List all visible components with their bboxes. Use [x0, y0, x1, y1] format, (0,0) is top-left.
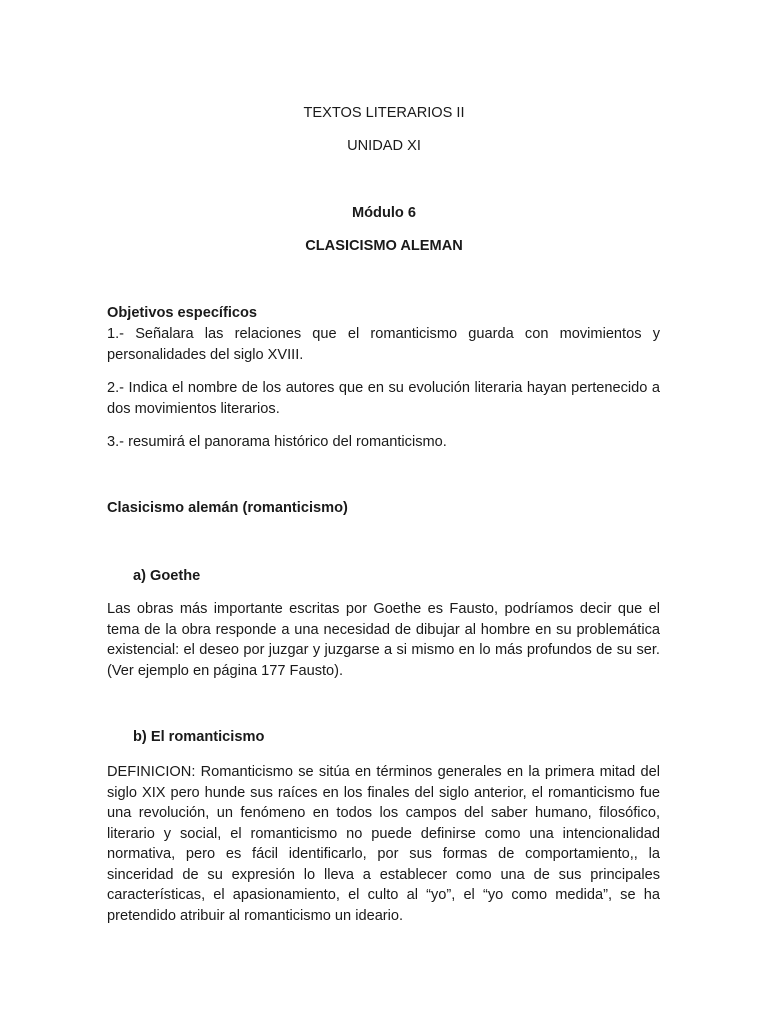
module-title: CLASICISMO ALEMAN	[305, 238, 463, 254]
objective-item-3: 3.- resumirá el panorama histórico del romanticismo.	[107, 434, 447, 450]
goethe-heading: a) Goethe	[133, 568, 201, 584]
objective-item-1: 1.- Señalara las relaciones que el romanticismo guarda con movimientos y personalidades del siglo XVIII.	[107, 326, 660, 363]
romanticismo-heading: b) El romanticismo	[133, 729, 265, 745]
section-heading: Clasicismo alemán (romanticismo)	[107, 500, 348, 516]
romanticismo-paragraph: DEFINICION: Romanticismo se sitúa en términos generales en la primera mitad del siglo XIX pero hunde sus raíces en los finales del siglo anterior, el romanticismo fue una revolución, un fenómeno en todos los campos del saber humano, filosófico, literario y social, el romanticismo no puede definirse como una intencionalidad normativa, pero es fácil identificarlo, por sus formas de comportamiento,, la sinceridad de su expresión lo lleva a establecer como una de sus principales características, el apasionamiento, el culto al “yo”, el “yo como medida”, se ha pretendido atribuir al romanticismo un ideario.	[107, 764, 660, 924]
unit-label: UNIDAD XI	[347, 138, 421, 154]
module-label: Módulo 6	[351, 205, 417, 221]
document-title: TEXTOS LITERARIOS II	[303, 105, 465, 121]
objectives-heading: Objetivos específicos	[107, 305, 258, 321]
objective-item-2: 2.- Indica el nombre de los autores que en su evolución literaria hayan pertenecido a dos movimientos literarios.	[107, 380, 660, 417]
goethe-paragraph: Las obras más importante escritas por Goethe es Fausto, podríamos decir que el tema de la obra responde a una necesidad de dibujar al hombre en su problemática existencial: el deseo por juzgar y juzgarse a si mismo en lo más profundos de su ser. (Ver ejemplo en página 177 Fausto).	[107, 601, 660, 679]
